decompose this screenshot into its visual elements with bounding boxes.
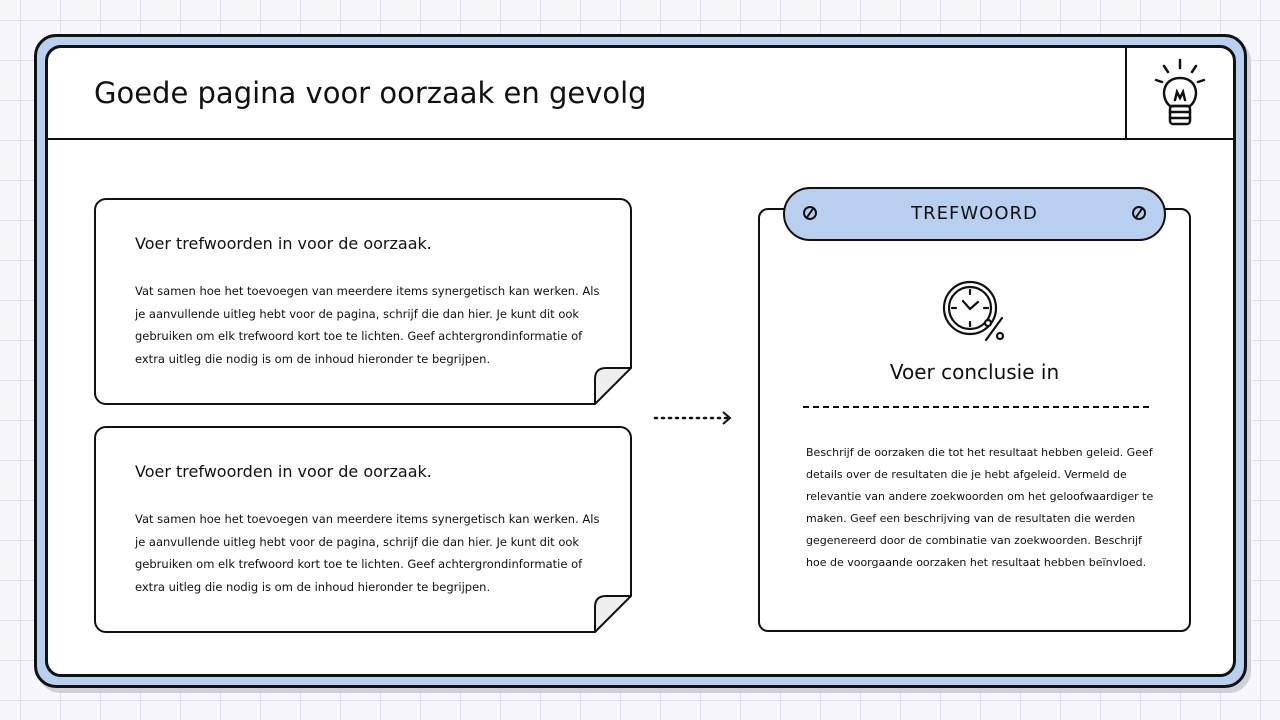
lightbulb-box bbox=[1125, 48, 1233, 140]
conclusion-card bbox=[758, 208, 1191, 632]
cause-card-2 bbox=[94, 426, 632, 633]
dashed-divider bbox=[803, 406, 1149, 408]
clock-percent-icon bbox=[942, 280, 1008, 346]
slide-content bbox=[45, 45, 1236, 677]
page-fold-icon bbox=[594, 595, 632, 633]
page-title: Goede pagina voor oorzaak en gevolg bbox=[94, 76, 647, 110]
cause-heading: Voer trefwoorden in voor de oorzaak. bbox=[135, 462, 432, 481]
cause-card-1 bbox=[94, 198, 632, 405]
screw-icon bbox=[1132, 206, 1146, 220]
cause-body: Vat samen hoe het toevoegen van meerdere items synergetisch kan werken. Als je aanvullende uitleg hebt voor de pagina, schrijf die dan hier. Je kunt dit ook gebruiken om elk trefwoord kort toe te lichten. Geef achtergrondinformatie of extra uitleg die nodig is om de inhoud hieronder te begrijpen. bbox=[135, 512, 600, 594]
conclusion-heading: Voer conclusie in bbox=[889, 360, 1060, 384]
slide-frame bbox=[34, 34, 1247, 688]
cause-body: Vat samen hoe het toevoegen van meerdere items synergetisch kan werken. Als je aanvullende uitleg hebt voor de pagina, schrijf die dan hier. Je kunt dit ook gebruiken om elk trefwoord kort toe te lichten. Geef achtergrondinformatie of extra uitleg die nodig is om de inhoud hieronder te begrijpen. bbox=[135, 284, 600, 366]
lightbulb-icon bbox=[1150, 56, 1210, 132]
keyword-pill bbox=[783, 187, 1166, 241]
screw-icon bbox=[803, 206, 817, 220]
header bbox=[48, 48, 1233, 140]
dotted-arrow-icon bbox=[653, 410, 735, 426]
cause-heading: Voer trefwoorden in voor de oorzaak. bbox=[135, 234, 432, 253]
conclusion-body: Beschrijf de oorzaken die tot het resultaat hebben geleid. Geef details over de resultaten die je hebt afgeleid. Vermeld de relevantie van andere zoekwoorden om het geloofwaardiger te maken. Geef een beschrijving van de resultaten die werden gegenereerd door de combinatie van zoekwoorden. Beschrijf hoe de voorgaande oorzaken het resultaat hebben beïnvloed. bbox=[806, 446, 1154, 569]
keyword-label: TREFWOORD bbox=[911, 203, 1038, 224]
page-fold-icon bbox=[594, 367, 632, 405]
